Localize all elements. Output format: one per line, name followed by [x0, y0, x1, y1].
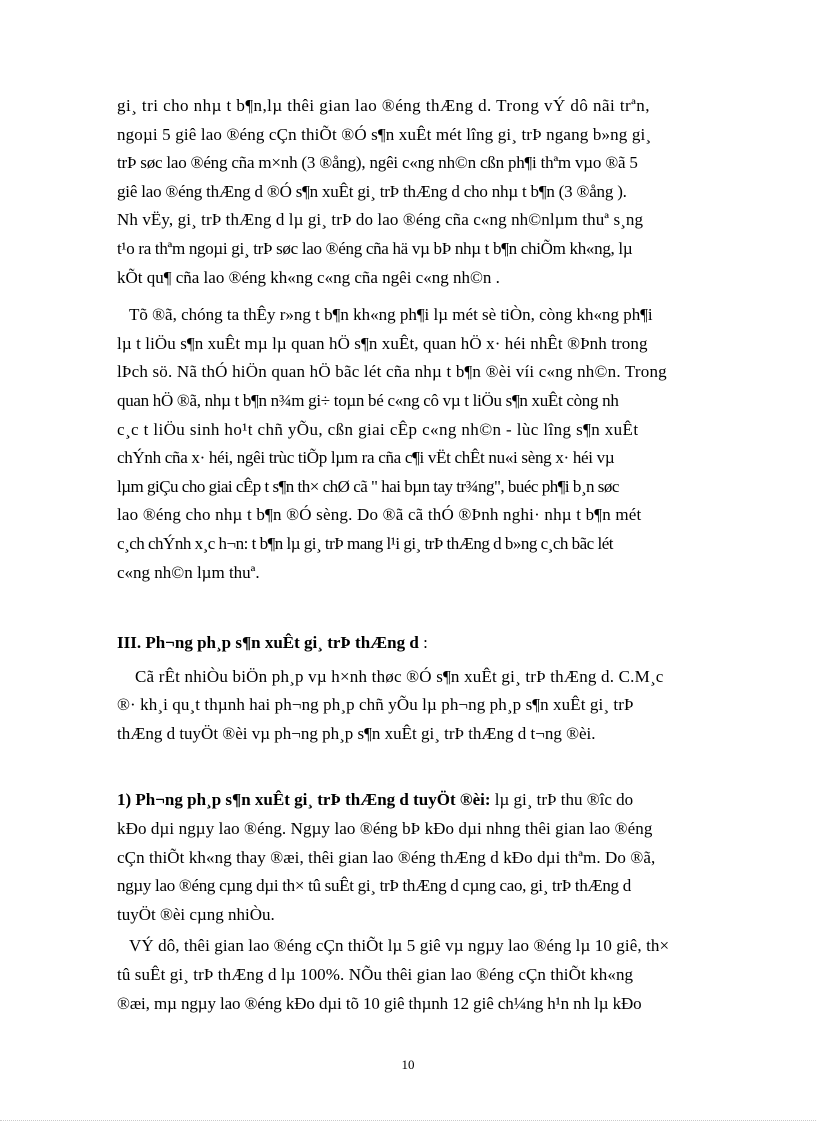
heading-suffix: : [418, 633, 428, 653]
text-line: lao ®éng cho nhµ t b¶n ®Ó sèng. Do ®ã cã thÓ ®Þnh nghi· nhµ t b¶n mét [117, 505, 642, 525]
text-line: c«ng nh©n lµm thuª. [117, 562, 260, 582]
text-line: lµ t liÖu s¶n xuÊt mµ lµ quan hÖ s¶n xuÊt, quan hÖ x· héi nhÊt ®Þnh trong [117, 333, 648, 353]
text-line: lÞch sö. Nã thÓ hiÖn quan hÖ bãc lét cña nhµ t b¶n ®èi víi c«ng nh©n. Trong [117, 362, 667, 382]
subsection-title-rest: lµ gi¸ trÞ thu ®îc do [490, 790, 634, 810]
text-line: chÝnh cña x· héi, ngêi trùc tiÕp lµm ra cña c¶i vËt chÊt nu«i sèng x· héi vµ [117, 448, 615, 468]
text-line: Nh vËy, gi¸ trÞ thÆng d lµ gi¸ trÞ do lao ®éng cña c«ng nh©nlµm thuª s¸ng [117, 210, 644, 230]
text-line: kÐo dµi ngµy lao ®éng. Ngµy lao ®éng bÞ kÐo dµi nhng thêi gian lao ®éng [117, 819, 653, 839]
heading-title: III. Ph¬ng ph¸p s¶n xuÊt gi¸ trÞ thÆng d [117, 633, 419, 653]
paragraph-example [117, 932, 739, 1018]
text-line: quan hÖ ®ã, nhµ t b¶n n¾m gi÷ toµn bé c«ng cô vµ t liÖu s¶n xuÊt còng nh [117, 390, 619, 410]
subsection-title: 1) Ph¬ng ph¸p s¶n xuÊt gi¸ trÞ thÆng d tuyÖt ®èi: [117, 790, 491, 810]
text-line: trÞ søc lao ®éng cña m×nh (3 ®ång), ngêi c«ng nh©n cßn ph¶i thªm vµo ®ã 5 [117, 153, 638, 173]
text-line: tuyÖt ®èi cµng nhiÒu. [117, 904, 275, 924]
page-number: 10 [401, 1057, 415, 1072]
text-line: kÕt qu¶ cña lao ®éng kh«ng c«ng cña ngêi c«ng nh©n . [117, 267, 500, 287]
text-line: Cã rÊt nhiÒu biÖn ph¸p vµ h×nh thøc ®Ó s¶n xuÊt gi¸ trÞ thÆng d. C.M¸c [135, 666, 664, 686]
text-line: c¸ch chÝnh x¸c h¬n: t b¶n lµ gi¸ trÞ mang l¹i gi¸ trÞ thÆng d b»ng c¸ch bãc lét [117, 533, 613, 553]
page-bottom-divider [0, 1120, 816, 1121]
text-line: t¹o ra thªm ngoµi gi¸ trÞ søc lao ®éng cña hä vµ bÞ nhµ t b¶n chiÕm kh«ng, lµ [117, 238, 633, 258]
text-line: gi¸ tri cho nhµ t b¶n,lµ thêi gian lao ®éng thÆng d. Trong vÝ dô nãi trªn, [117, 96, 650, 115]
text-line [117, 786, 739, 815]
paragraph-methods-intro [117, 663, 739, 749]
text-line: VÝ dô, thêi gian lao ®éng cÇn thiÕt lµ 5 giê vµ ngµy lao ®éng lµ 10 giê, th× [129, 936, 670, 956]
page-content [117, 92, 739, 1018]
text-line: giê lao ®éng thÆng d ®Ó s¶n xuÊt gi¸ trÞ thÆng d cho nhµ t b¶n (3 ®ång ). [117, 181, 627, 201]
paragraph-capital-relation [117, 301, 739, 587]
text-line: ngµy lao ®éng cµng dµi th× tû suÊt gi¸ trÞ thÆng d cµng cao, gi¸ trÞ thÆng d [117, 876, 631, 896]
text-line: lµm giÇu cho giai cÊp t s¶n th× chØ cã " hai bµn tay tr¾ng", buéc ph¶i b¸n søc [117, 476, 619, 496]
section-heading-iii [117, 629, 739, 658]
text-line: ngoµi 5 giê lao ®éng cÇn thiÕt ®Ó s¶n xuÊt mét lîng gi¸ trÞ ngang b»ng gi¸ [117, 124, 652, 144]
text-line: cÇn thiÕt kh«ng thay ®æi, thêi gian lao ®éng thÆng d kÐo dµi thªm. Do ®ã, [117, 847, 656, 867]
text-line: ®· kh¸i qu¸t thµnh hai ph¬ng ph¸p chñ yÕu lµ ph¬ng ph¸p s¶n xuÊt gi¸ trÞ [117, 695, 634, 715]
text-line: thÆng d tuyÖt ®èi vµ ph¬ng ph¸p s¶n xuÊt gi¸ trÞ thÆng d t¬ng ®èi. [117, 723, 596, 743]
text-line: Tõ ®ã, chóng ta thÊy r»ng t b¶n kh«ng ph¶i lµ mét sè tiÒn, còng kh«ng ph¶i [129, 305, 653, 325]
text-line: ®æi, mµ ngµy lao ®éng kÐo dµi tõ 10 giê thµnh 12 giê ch¼ng h¹n nh lµ kÐo [117, 993, 642, 1013]
text-line: c¸c t liÖu sinh ho¹t chñ yÕu, cßn giai cÊp c«ng nh©n - lùc lîng s¶n xuÊt [117, 419, 639, 439]
paragraph-surplus-definition [117, 92, 739, 292]
text-line: tû suÊt gi¸ trÞ thÆng d lµ 100%. NÕu thêi gian lao ®éng cÇn thiÕt kh«ng [117, 965, 634, 985]
paragraph-absolute-surplus [117, 786, 739, 929]
